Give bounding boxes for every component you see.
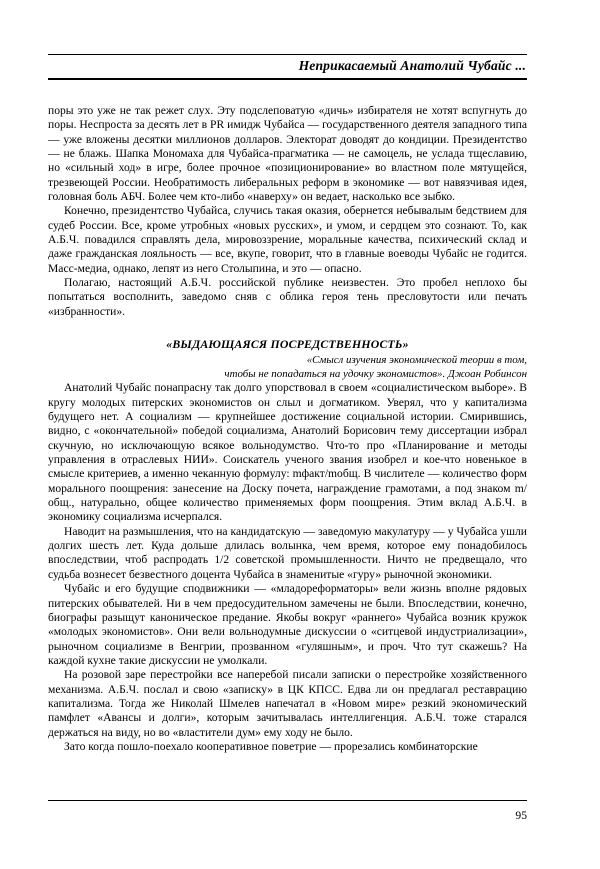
paragraph: Конечно, президентство Чубайса, случись такая оказия, обернется небывалым бедствием для судеб России. Все, кроме утробных «новых русских», и умом, и сердцем это сознают. То, как А.Б.Ч. повадился справлять дела, мировоззрение, моральные качества, психический склад и даже гражданская лояльность — все, вкупе, говорит, что в главные воеводы Чубайс не годится. Масс-медиа, однако, лепят из него Столыпина, и это — опасно. [48, 204, 527, 275]
paragraph: Анатолий Чубайс понапрасну так долго упорствовал в своем «социалистическом выборе». В кругу молодых питерских экономистов он слыл и догматиком. Уверял, что у капитализма будущего нет. А социализм — крупнейшее достижение социальной истории. Смирившись, видно, с «окончательной» победой социализма, Анатолий Борисович тему диссертации избрал скучную, но исключающую всякое вольнодумство. Что-то про «Планирование и методы управления в отраслевых НИИ». Соискатель ученого звания изобрел и кое-что новенькое в смысле критериев, а именно чеканную формулу: mфакт/mобщ. В числителе — количество форм морального поощрения: занесение на Доску почета, награждение грамотами, а под знаком m/общ., натурально, общее количество применяемых форм поощрения. Этим вклад А.Б.Ч. в экономику социализма исчерпался. [48, 381, 527, 524]
section-title: «ВЫДАЮЩАЯСЯ ПОСРЕДСТВЕННОСТЬ» [166, 337, 409, 352]
epigraph-line: «Смысл изучения экономической теории в том, [306, 354, 527, 367]
running-head-bottom-rule [48, 78, 527, 80]
paragraph: Наводит на размышления, что на кандидатскую — заведомую макулатуру — у Чубайса ушли долгих шесть лет. Куда дольше длилась волынка, чем время, которое ему понадобилось впоследствии, чтоб распродать 1/2 советской промышленности. Ничто не предвещало, что судьба вознесет безвестного доцента Чубайса в знаменитые «гуру» рыночной экономики. [48, 524, 527, 581]
epigraph [48, 354, 527, 381]
page-body [48, 104, 527, 754]
paragraph: На розовой заре перестройки все наперебой писали записки о перестройке хозяйственного механизма. А.Б.Ч. послал и свою «записку» в ЦК КПСС. Едва ли он предлагал реставрацию капитализма. Тогда же Николай Шмелев напечатал в «Новом мире» резкий экономический памфлет «Авансы и долги», которым зачитывалась интеллигенция. А.Б.Ч. тоже старался держаться на виду, но во «властители дум» ему ходу не было. [48, 668, 527, 739]
section-block [48, 336, 527, 381]
paragraph: Чубайс и его будущие сподвижники — «младореформаторы» вели жизнь вполне рядовых питерских обывателей. Ни в чем предосудительном замечены не были. Впоследствии, конечно, биографы разыщут каноническое предание. Якобы вокруг «раннего» Чубайса возник кружок «молодых экономистов». Они вели вольнодумные дискуссии о «ситцевой индустриализации», рыночном социализме в Венгрии, прозванном «гуляшным», и проч. Что тут скажешь? На каждой кухне такие дискуссии не умолкали. [48, 582, 527, 667]
epigraph-line: чтобы не попадаться на удочку экономистов». Джоан Робинсон [224, 367, 527, 380]
running-head-title: Неприкасаемый Анатолий Чубайс ... [298, 58, 526, 73]
paragraph: Полагаю, настоящий А.Б.Ч. российской публике неизвестен. Это пробел неплохо бы попытаться восполнить, заведомо сняв с облика героя тень пресловутости или печать «избранности». [48, 276, 527, 318]
paragraph: Зато когда пошло-поехало кооперативное поветрие — прорезались комбинаторские [64, 739, 478, 753]
paragraph: поры это уже не так режет слух. Эту подслеповатую «дичь» избирателя не хотят вспугнуть до поры. Неспроста за десять лет в PR имидж Чубайса — государственного деятеля западного типа — уже вложены десятки миллионов долларов. Электорат доводят до кондиции. Президентство — не блажь. Шапка Мономаха для Чубайса-прагматика — не самоцель, не услада тщеславию, но «сильный ход» в игре, более прочное «позиционирование» во властном поле мятущейся, трезвеющей России. Необратимость либеральных реформ в экономике — вот навязчивая идея, головная боль АБЧ. Более чем кто-либо «наверху» он ведает, насколько все зыбко. [48, 104, 527, 204]
running-head [48, 54, 527, 80]
page-footer [48, 800, 527, 824]
page-number: 95 [515, 809, 527, 823]
